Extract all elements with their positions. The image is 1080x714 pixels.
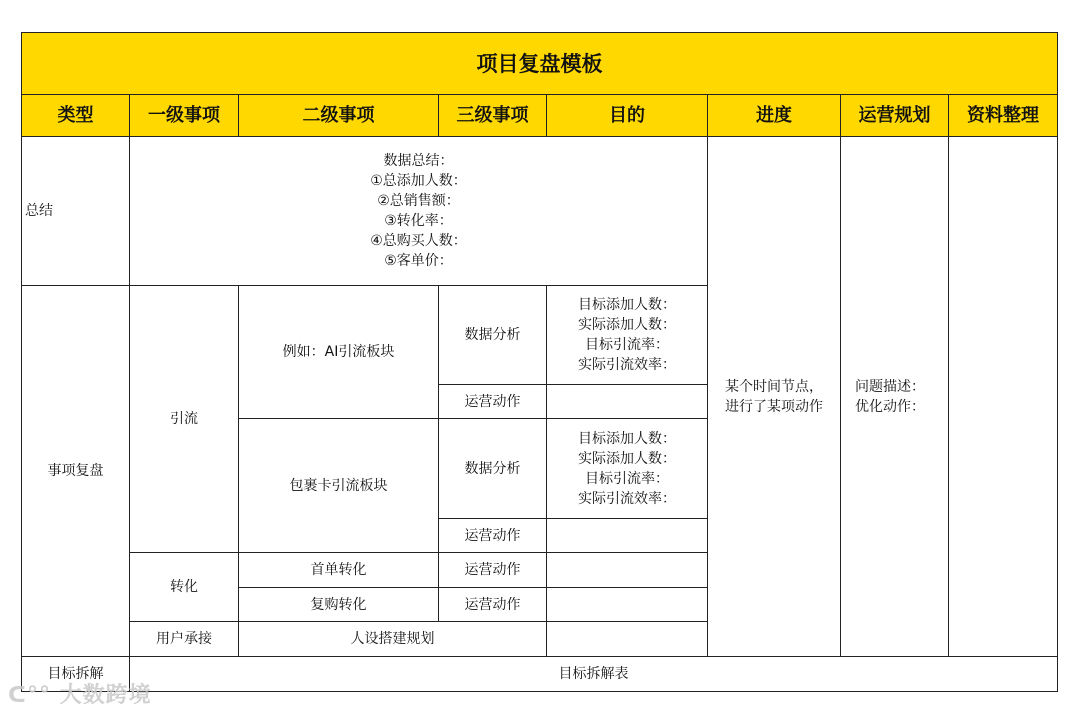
- data-analysis-cell: 数据分析: [438, 285, 547, 385]
- metrics-cell: [546, 418, 708, 519]
- summary-type: 总结: [21, 136, 130, 286]
- progress-line: 进行了某项动作: [725, 398, 823, 415]
- empty-cell: [546, 587, 708, 622]
- header-purpose: 目的: [546, 94, 708, 137]
- header-type: 类型: [21, 94, 130, 137]
- goal-type: 目标拆解: [21, 656, 130, 692]
- summary-line: ④总购买人数：: [370, 233, 467, 249]
- watermark-logo: [8, 678, 152, 709]
- summary-line: ③转化率：: [384, 213, 453, 229]
- header-level2: 二级事项: [238, 94, 439, 137]
- repurchase-cell: 复购转化: [238, 587, 439, 622]
- header-level3: 三级事项: [438, 94, 547, 137]
- summary-line: ⑤客单价：: [384, 253, 453, 269]
- metrics-cell: [546, 285, 708, 385]
- progress-cell: [707, 136, 841, 657]
- header-plan: 运营规划: [840, 94, 949, 137]
- empty-cell: [546, 552, 708, 588]
- conversion-cell: 转化: [129, 552, 239, 622]
- metric-line: 实际引流效率：: [578, 490, 676, 507]
- plan-line: 问题描述：: [855, 378, 925, 395]
- header-level1: 一级事项: [129, 94, 239, 137]
- header-materials: 资料整理: [948, 94, 1058, 137]
- materials-cell: [948, 136, 1058, 657]
- package-block-cell: 包裹卡引流板块: [238, 418, 439, 553]
- first-order-cell: 首单转化: [238, 552, 439, 588]
- watermark-icon: ᑕ°°: [8, 683, 51, 708]
- summary-line: ②总销售额：: [377, 193, 460, 209]
- review-type: 事项复盘: [21, 285, 130, 657]
- empty-cell: [546, 621, 708, 657]
- ops-action-cell: 运营动作: [438, 518, 547, 553]
- user-retention-cell: 用户承接: [129, 621, 239, 657]
- summary-line: ①总添加人数：: [370, 173, 467, 189]
- goal-table-cell: 目标拆解表: [129, 656, 1058, 692]
- metric-line: 目标引流率：: [585, 337, 669, 353]
- metric-line: 目标添加人数：: [578, 430, 676, 447]
- data-analysis-cell: 数据分析: [438, 418, 547, 519]
- empty-cell: [546, 384, 708, 419]
- progress-line: 某个时间节点，: [725, 378, 823, 395]
- header-progress: 进度: [707, 94, 841, 137]
- metric-line: 实际引流效率：: [578, 357, 676, 373]
- summary-line: 数据总结：: [383, 153, 454, 169]
- watermark-text: 大数跨境: [59, 683, 152, 708]
- page-title: 项目复盘模板: [21, 32, 1058, 95]
- ai-block-cell: 例如：AI引流板块: [238, 285, 439, 419]
- plan-line: 优化动作：: [855, 398, 925, 415]
- ops-action-cell: 运营动作: [438, 552, 547, 588]
- metric-line: 实际添加人数：: [578, 450, 676, 467]
- traffic-cell: 引流: [129, 285, 239, 553]
- plan-cell: [840, 136, 949, 657]
- metric-line: 实际添加人数：: [578, 317, 676, 333]
- summary-data: [129, 136, 708, 286]
- metric-line: 目标引流率：: [585, 470, 669, 487]
- persona-cell: 人设搭建规划: [238, 621, 547, 657]
- empty-cell: [546, 518, 708, 553]
- ops-action-cell: 运营动作: [438, 384, 547, 419]
- ops-action-cell: 运营动作: [438, 587, 547, 622]
- metric-line: 目标添加人数：: [578, 297, 676, 313]
